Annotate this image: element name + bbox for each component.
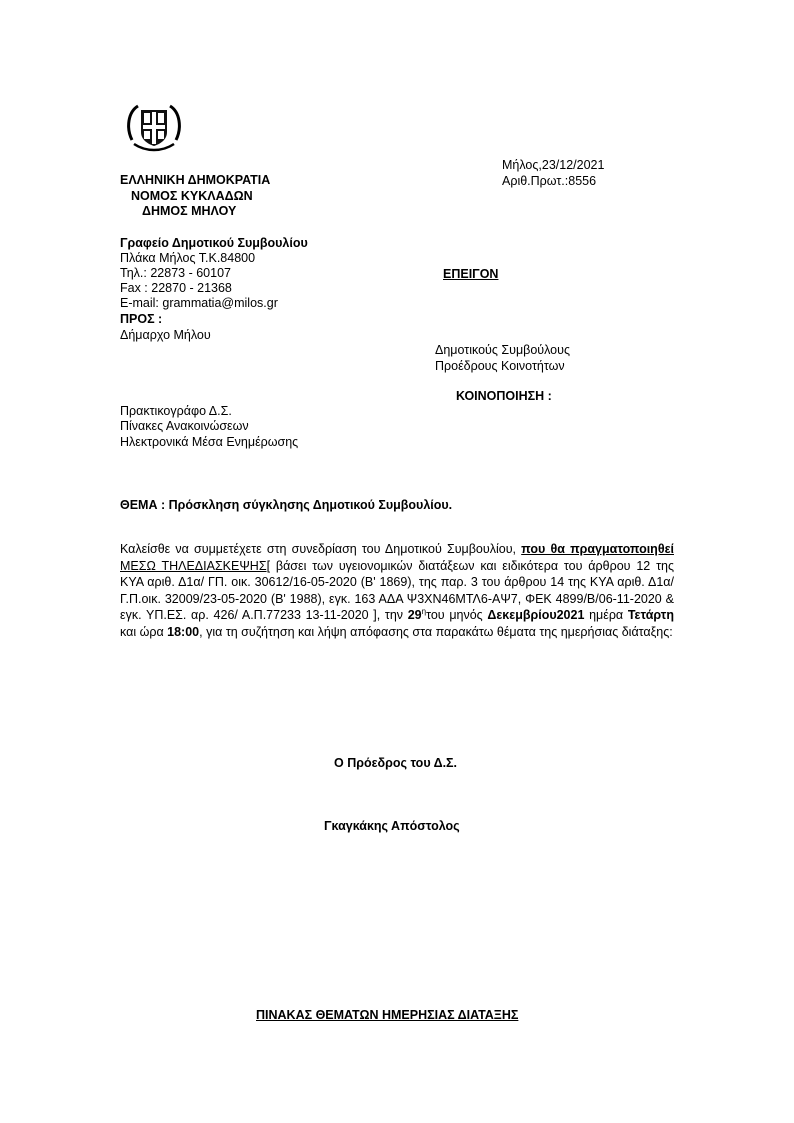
body-text: του μηνός <box>426 608 488 622</box>
municipality-name: ΔΗΜΟΣ ΜΗΛΟΥ <box>142 204 237 218</box>
meeting-day-suffix: η <box>421 606 427 616</box>
recipient-presidents: Προέδρους Κοινοτήτων <box>435 359 565 373</box>
protocol-number: Αριθ.Πρωτ.:8556 <box>502 174 597 188</box>
notification-item: Πίνακες Ανακοινώσεων <box>120 419 249 433</box>
notification-label: ΚΟΙΝΟΠΟΙΗΣΗ : <box>456 389 552 403</box>
body-text-teleconference: ΜΕΣΩ ΤΗΛΕΔΙΑΣΚΕΨΗΣ <box>120 558 267 573</box>
prefecture-name: ΝΟΜΟΣ ΚΥΚΛΑΔΩΝ <box>131 189 253 203</box>
meeting-time: 18:00 <box>167 624 200 639</box>
office-address: Πλάκα Μήλος Τ.Κ.84800 <box>120 251 256 265</box>
subject-line: ΘΕΜΑ : Πρόσκληση σύγκλησης Δημοτικού Συμβουλίου. <box>120 498 453 512</box>
body-text: και ώρα <box>120 624 168 639</box>
office-phone: Τηλ.: 22873 - 60107 <box>120 266 231 280</box>
notification-item: Πρακτικογράφο Δ.Σ. <box>120 404 232 418</box>
notification-item: Ηλεκτρονικά Μέσα Ενημέρωσης <box>120 435 299 449</box>
recipient-councillors: Δημοτικούς Συμβούλους <box>435 343 570 357</box>
body-text: ημέρα <box>584 608 628 622</box>
body-text: , για τη συζήτηση και λήψη απόφασης στα παρακάτω θέματα της ημερήσιας διάταξης: <box>199 624 673 639</box>
signature-role: Ο Πρόεδρος του Δ.Σ. <box>334 756 458 770</box>
meeting-month-year: Δεκεμβρίου2021 <box>487 608 585 622</box>
signature-name: Γκαγκάκης Απόστολος <box>324 819 460 833</box>
meeting-weekday: Τετάρτη <box>627 608 674 622</box>
country-name: ΕΛΛΗΝΙΚΗ ΔΗΜΟΚΡΑΤΙΑ <box>120 173 271 187</box>
urgent-label: ΕΠΕΙΓΟΝ <box>443 267 499 281</box>
coat-of-arms-emblem <box>124 100 184 155</box>
body-text-emphasis: που θα πραγματοποιηθεί <box>521 542 674 556</box>
place-date: Μήλος,23/12/2021 <box>502 158 605 172</box>
invitation-paragraph <box>120 541 674 640</box>
agenda-title: ΠΙΝΑΚΑΣ ΘΕΜΑΤΩΝ ΗΜΕΡΗΣΙΑΣ ΔΙΑΤΑΞΗΣ <box>256 1008 519 1022</box>
meeting-day: 29 <box>407 608 422 622</box>
body-text: Καλείσθε να συμμετέχετε στη συνεδρίαση του Δημοτικού Συμβουλίου, <box>120 542 522 556</box>
office-name: Γραφείο Δημοτικού Συμβουλίου <box>120 236 308 250</box>
recipient-mayor: Δήμαρχο Μήλου <box>120 328 211 342</box>
office-email: E-mail: grammatia@milos.gr <box>120 296 278 310</box>
office-fax: Fax : 22870 - 21368 <box>120 281 232 295</box>
body-text: [ βάσει των υγειονομικών διατάξεων και ειδικότερα του άρθρου 12 της ΚΥΑ αριθ. Δ1α/ ΓΠ. οικ. 30612/16-05-2020 (Β' 1869), της παρ. 3 του άρθρου 14 της ΚΥΑ αριθ. Δ1α/Γ.Π.οικ. 32009/23-05-2020 (Β' 1988), εγκ. 163 ΑΔΑ Ψ3ΧΝ46ΜΤΛ6-ΑΨ7, ΦΕΚ 4899/Β/06-11-2020 & εγκ. ΥΠ.ΕΣ. αρ. 426/ Α.Π.77233 13-11-2020 ], την <box>120 558 674 622</box>
to-label: ΠΡΟΣ : <box>120 312 163 326</box>
